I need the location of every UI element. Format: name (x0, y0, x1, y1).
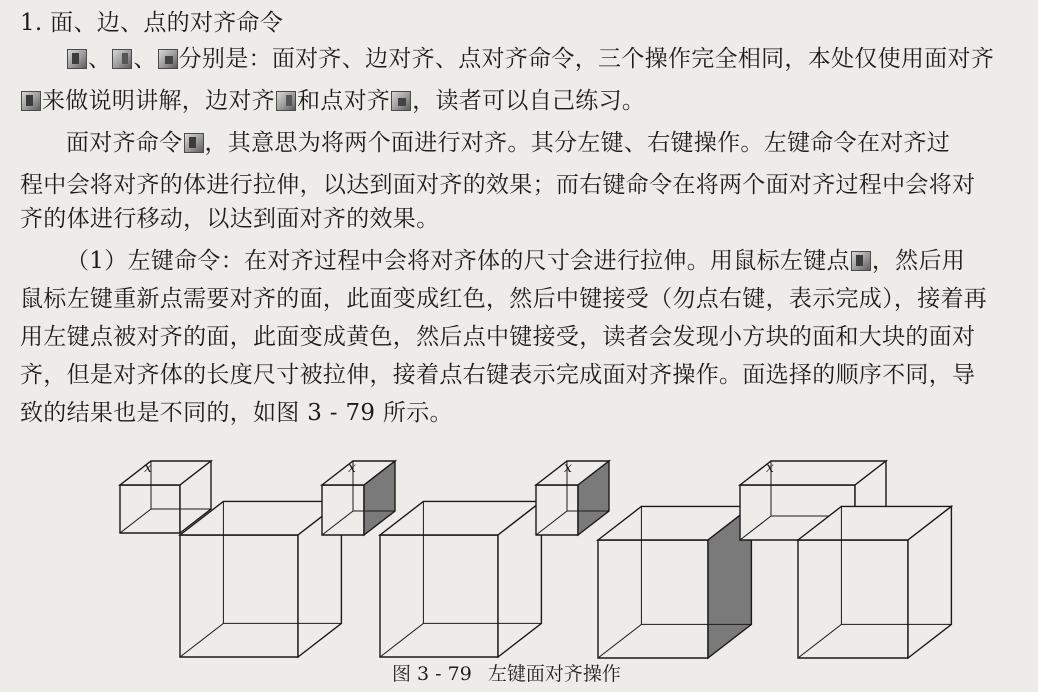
para2-line3: 齐的体进行移动，以达到面对齐的效果。 (20, 206, 440, 232)
fig1-x-label: x (144, 460, 152, 476)
fig2-large-box-front-face (380, 535, 498, 657)
section-heading: 1. 面、边、点的对齐命令 (20, 10, 284, 36)
fig1-large-box-front-face (180, 535, 298, 657)
face-align-icon (851, 251, 871, 271)
fig3-large-box-front-face (598, 540, 708, 658)
para3-line2: 鼠标左键重新点需要对齐的面，此面变成红色，然后中键接受（勿点右键，表示完成），接着再 (20, 286, 988, 312)
fig2-x-label: x (348, 460, 356, 476)
edge-align-icon (112, 49, 132, 69)
fig2-small-box-front-face (322, 485, 364, 535)
para3-line3: 用左键点被对齐的面，此面变成黄色，然后点中键接受，读者会发现小方块的面和大块的面对 (20, 324, 976, 350)
para1-line2: 来做说明讲解，边对齐 和点对齐 ，读者可以自己练习。 (20, 84, 1032, 118)
face-align-icon (184, 133, 204, 153)
fig4-large-box-front-face (798, 540, 908, 658)
figure-3-79 (100, 450, 1038, 660)
point-align-icon (391, 91, 411, 111)
fig3-small-box-front-face (536, 485, 578, 535)
figure-caption: 图 3 - 79 左键面对齐操作 (392, 663, 621, 685)
fig3-x-label: x (564, 460, 572, 476)
para2-line2: 程中会将对齐的体进行拉伸，以达到面对齐的效果；而右键命令在将两个面对齐过程中会将对 (20, 172, 976, 198)
para3-line1: （1）左键命令：在对齐过程中会将对齐体的尺寸会进行拉伸。用鼠标左键点 ，然后用 (66, 248, 966, 274)
fig4-x-label: x (766, 460, 774, 476)
point-align-icon (158, 49, 178, 69)
para2-line1: 面对齐命令 ，其意思为将两个面进行对齐。其分左键、右键操作。左键命令在对齐过 (66, 130, 951, 156)
para1-line1: 、 、 分别是：面对齐、边对齐、点对齐命令，三个操作完全相同，本处仅使用面对齐 (20, 42, 1032, 76)
para3-line5: 致的结果也是不同的，如图 3 - 79 所示。 (20, 400, 453, 426)
face-align-icon (21, 91, 41, 111)
face-align-icon (67, 49, 87, 69)
edge-align-icon (276, 91, 296, 111)
para3-line4: 齐，但是对齐体的长度尺寸被拉伸，接着点右键表示完成面对齐操作。面选择的顺序不同，导 (20, 362, 976, 388)
